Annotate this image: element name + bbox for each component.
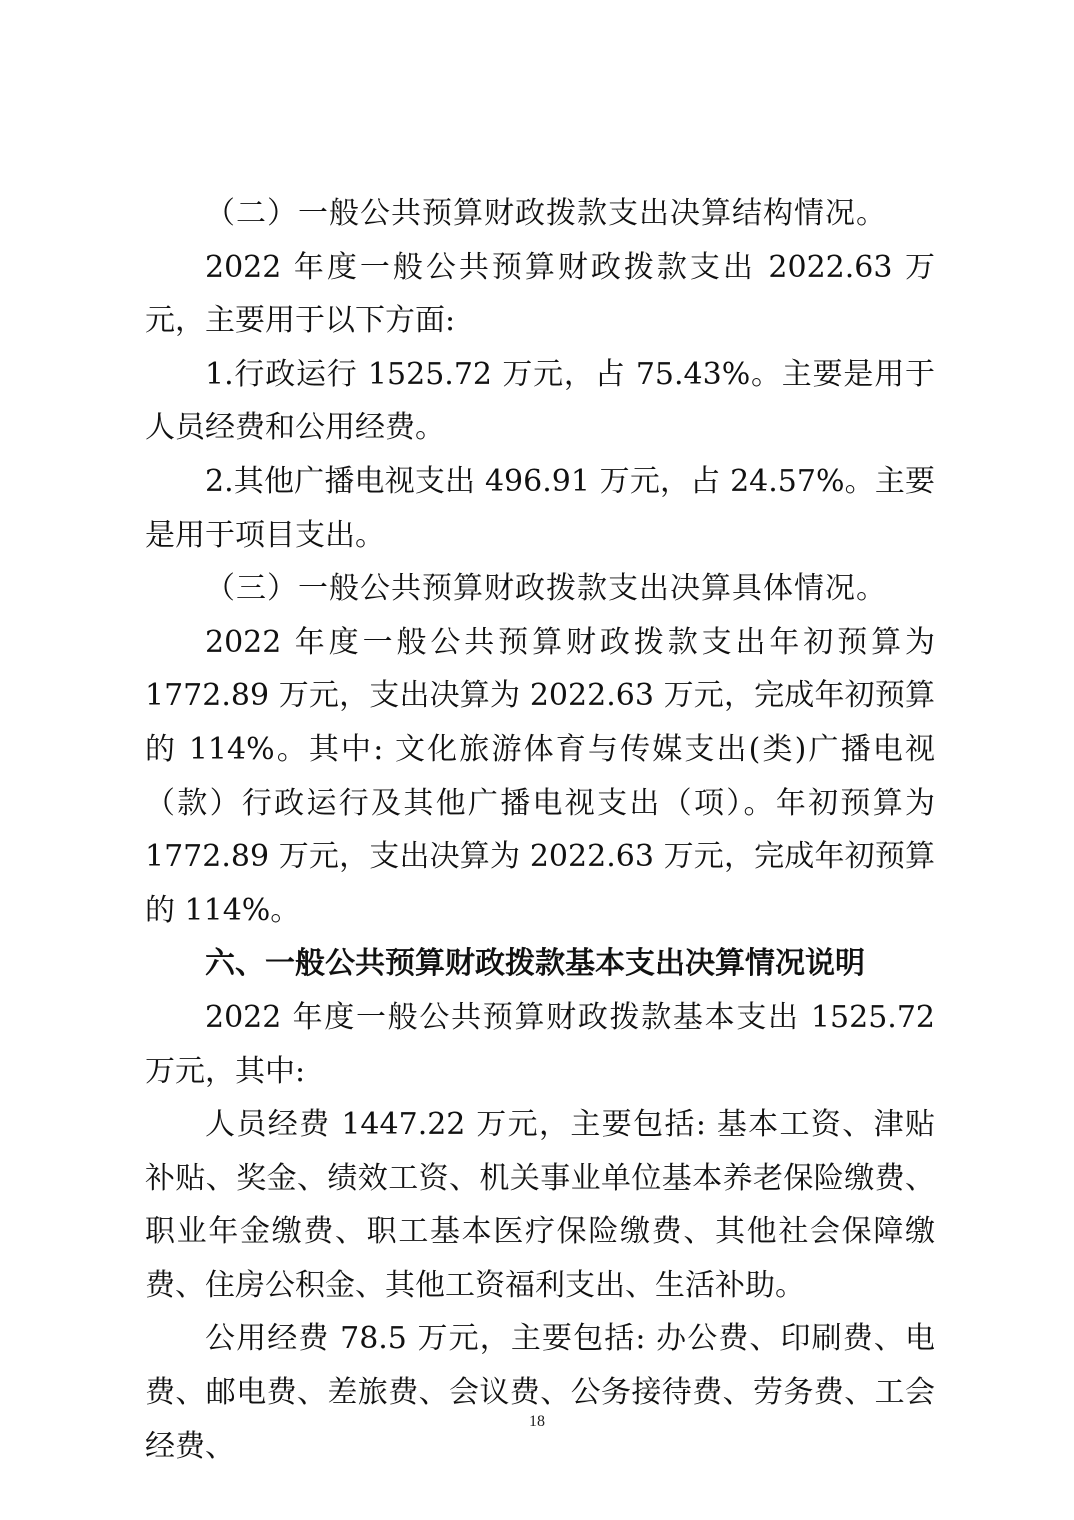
- page-number: 18: [529, 1413, 545, 1430]
- subsection-heading-details: （三）一般公共预算财政拨款支出决算具体情况。: [205, 571, 887, 607]
- section-heading-basic-expenditure: 六、一般公共预算财政拨款基本支出决算情况说明: [205, 946, 865, 982]
- paragraph-other-broadcast: 2.其他广播电视支出 496.91 万元，占 24.57%。主要是用于项目支出。: [145, 463, 935, 553]
- paragraph-admin-operation: 1.行政运行 1525.72 万元，占 75.43%。主要是用于人员经费和公用经费。: [145, 356, 935, 446]
- paragraph-budget-completion: 2022 年度一般公共预算财政拨款支出年初预算为 1772.89 万元，支出决算为 2022.63 万元，完成年初预算的 114%。其中: 文化旅游体育与传媒支出(类)广播电视（款）行政运行及其他广播电视支出（项）。年初预算为 1772.89 万元，支出决算为 2022.63 万元，完成年初预算的 114%。: [145, 624, 935, 928]
- paragraph-personnel-expenses: 人员经费 1447.22 万元，主要包括: 基本工资、津贴补贴、奖金、绩效工资、机关事业单位基本养老保险缴费、职业年金缴费、职工基本医疗保险缴费、其他社会保障缴费、住房公积金、其他工资福利支出、生活补助。: [145, 1107, 935, 1303]
- subsection-heading-structure: （二）一般公共预算财政拨款支出决算结构情况。: [205, 196, 887, 231]
- paragraph-public-expenses: 公用经费 78.5 万元，主要包括: 办公费、印刷费、电费、邮电费、差旅费、会议费、公务接待费、劳务费、工会经费、: [145, 1321, 935, 1464]
- document-body: [145, 187, 935, 1473]
- paragraph-basic-expenditure-total: 2022 年度一般公共预算财政拨款基本支出 1525.72 万元，其中:: [145, 999, 935, 1089]
- paragraph-total-expenditure: 2022 年度一般公共预算财政拨款支出 2022.63 万元，主要用于以下方面:: [145, 249, 935, 339]
